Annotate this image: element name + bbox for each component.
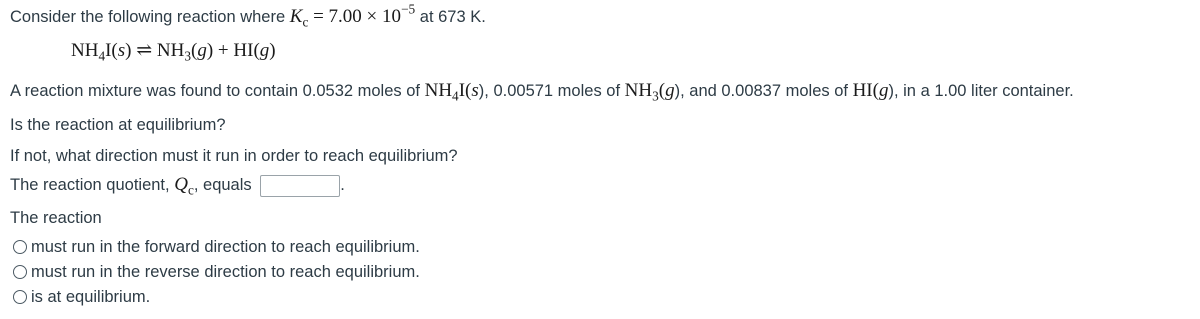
qc-symbol: $Q_c$ <box>174 174 194 198</box>
mixture-description: A reaction mixture was found to contain 0.0532 moles of $NH_4I(s)$, 0.00571 moles of $NH_3(g)$, and 0.00837 moles of HI(g), in a 1.00 liter container. <box>10 80 1074 104</box>
reaction-label: The reaction <box>10 209 102 227</box>
intro-prefix-text: Consider the following reaction where <box>10 8 286 26</box>
equilibrium-question: Is the reaction at equilibrium? <box>10 116 226 134</box>
direction-question: If not, what direction must it run in order to reach equilibrium? <box>10 147 458 165</box>
reaction-quotient-line: The reaction quotient, $Q_c$, equals . <box>10 174 345 198</box>
option-label: is at equilibrium. <box>31 288 151 306</box>
option-label: must run in the reverse direction to reach equilibrium. <box>31 263 420 281</box>
option-reverse[interactable] <box>13 262 420 282</box>
reaction-equation: $NH_4I(s)$ ⇌ $NH_3(g) + HI(g)$ <box>71 40 276 64</box>
option-at-equilibrium[interactable] <box>13 287 150 307</box>
option-label: must run in the forward direction to reach equilibrium. <box>31 238 420 256</box>
option-forward[interactable] <box>13 237 420 257</box>
qc-answer-input[interactable] <box>260 175 340 197</box>
radio-button[interactable] <box>13 290 27 304</box>
intro-line <box>10 1 486 30</box>
equilibrium-arrow-icon: ⇌ <box>136 40 153 61</box>
radio-button[interactable] <box>13 240 27 254</box>
kc-expression: $K_c = 7.00 \times 10^{-5}$ <box>289 1 416 30</box>
intro-suffix-text: at 673 K. <box>419 8 486 26</box>
radio-button[interactable] <box>13 265 27 279</box>
